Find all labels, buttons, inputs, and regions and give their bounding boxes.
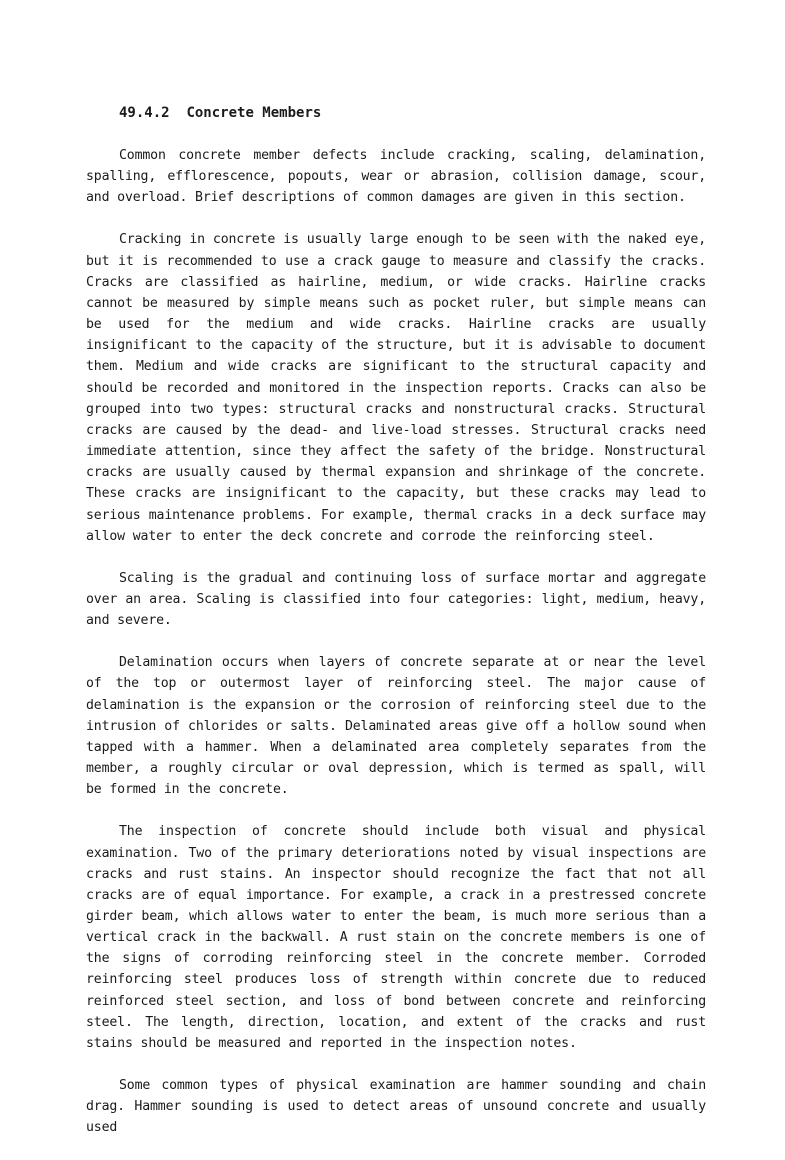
paragraph-inspection: The inspection of concrete should include both visual and physical examination. Two of the primary deteriorations noted by visual inspections are cracks and rust stains. An inspector should recognize the fact that not all cracks are of equal importance. For example, a crack in a prestressed concrete girder beam, which allows water to enter the beam, is much more serious than a vertical crack in the backwall. A rust stain on the concrete members is one of the signs of corroding reinforcing steel in the concrete member. Corroded reinforcing steel produces loss of strength within concrete due to reduced reinforced steel section, and loss of bond between concrete and reinforcing steel. The length, direction, location, and extent of the cracks and rust stains should be measured and reported in the inspection notes. (86, 824, 706, 1051)
paragraph-cracking: Cracking in concrete is usually large enough to be seen with the naked eye, but it is recommended to use a crack gauge to measure and classify the cracks. Cracks are classified as hairline, medium, or wide cracks. Hairline cracks cannot be measured by simple means such as pocket ruler, but simple means can be used for the medium and wide cracks. Hairline cracks are usually insignificant to the capacity of the structure, but it is advisable to document them. Medium and wide cracks are significant to the structural capacity and should be recorded and monitored in the inspection reports. Cracks can also be grouped into two types: structural cracks and nonstructural cracks. Structural cracks are caused by the dead- and live-load stresses. Structural cracks need immediate attention, since they affect the safety of the bridge. Nonstructural cracks are usually caused by thermal expansion and shrinkage of the concrete. These cracks are insignificant to the capacity, but these cracks may lead to serious maintenance problems. For example, thermal cracks in a deck surface may allow water to enter the deck concrete and corrode the reinforcing steel. (86, 232, 706, 544)
document-page (86, 103, 706, 1160)
section-heading (119, 103, 706, 124)
section-title: Concrete Members (186, 105, 322, 121)
paragraph-physical-examination: Some common types of physical examination are hammer sounding and chain drag. Hammer sounding is used to detect areas of unsound concrete and usually used (86, 1078, 706, 1136)
section-number: 49.4.2 (119, 105, 170, 121)
paragraph-scaling: Scaling is the gradual and continuing loss of surface mortar and aggregate over an area. Scaling is classified into four categories: light, medium, heavy, and severe. (86, 570, 706, 629)
paragraph-delamination: Delamination occurs when layers of concrete separate at or near the level of the top or outermost layer of reinforcing steel. The major cause of delamination is the expansion or the corrosion of reinforcing steel due to the intrusion of chlorides or salts. Delaminated areas give off a hollow sound when tapped with a hammer. When a delaminated area completely separates from the member, a roughly circular or oval depression, which is termed as spall, will be formed in the concrete. (86, 655, 706, 798)
paragraph-defects-overview: Common concrete member defects include cracking, scaling, delamination, spalling, efflorescence, popouts, wear or abrasion, collision damage, scour, and overload. Brief descriptions of common damages are given in this section. (86, 148, 706, 206)
